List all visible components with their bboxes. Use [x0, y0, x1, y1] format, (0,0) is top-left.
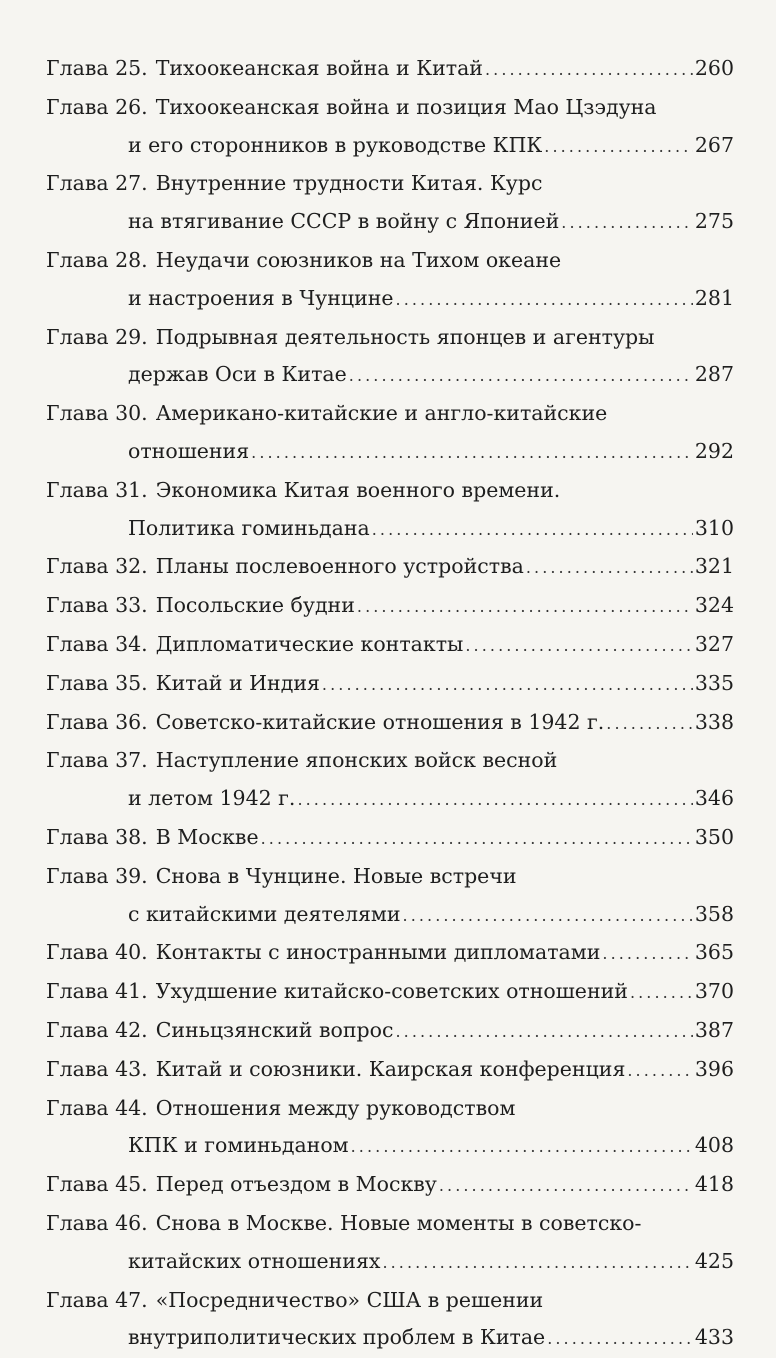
chapter-title: Посольские будни — [156, 587, 355, 625]
chapter-number: Глава 40. — [46, 934, 148, 972]
chapter-title: Планы послевоенного устройства — [156, 548, 524, 586]
chapter-title: и настроения в Чунцине — [128, 280, 394, 318]
toc-entry-line — [46, 319, 734, 357]
chapter-title: и его сторонников в руководстве КПК — [128, 127, 542, 165]
toc-entry — [46, 548, 734, 587]
toc-entry — [46, 395, 734, 472]
toc-entry-line — [46, 1051, 734, 1090]
dot-leader — [395, 1013, 692, 1051]
chapter-title: Американо-китайские и англо-китайские — [156, 395, 608, 433]
page-number: 327 — [695, 626, 734, 664]
dot-leader — [485, 51, 693, 89]
dot-leader — [606, 705, 693, 743]
toc-entry — [46, 704, 734, 743]
chapter-number: Глава 37. — [46, 742, 148, 780]
page-number: 365 — [695, 934, 734, 972]
chapter-title: «Посредничество» США в решении — [156, 1282, 544, 1320]
page-number: 292 — [695, 433, 734, 471]
chapter-title: В Москве — [156, 819, 259, 857]
chapter-title: Дипломатические контакты — [156, 626, 464, 664]
toc-entry — [46, 1012, 734, 1051]
chapter-title: Снова в Москве. Новые моменты в советско- — [156, 1205, 642, 1243]
chapter-number: Глава 44. — [46, 1090, 148, 1128]
toc-entry-line — [46, 1127, 734, 1166]
page-number: 350 — [695, 819, 734, 857]
toc-entry-line — [46, 780, 734, 819]
dot-leader — [372, 511, 693, 549]
toc-entry-line — [46, 742, 734, 780]
dot-leader — [297, 781, 692, 819]
chapter-title: Ухудшение китайско-советских отношений — [156, 973, 628, 1011]
chapter-number: Глава 27. — [46, 165, 148, 203]
toc-entry-line — [46, 1282, 734, 1320]
page-number: 310 — [695, 510, 734, 548]
chapter-title: внутриполитических проблем в Китае — [128, 1319, 545, 1357]
page-number: 425 — [695, 1243, 734, 1281]
chapter-title: Снова в Чунцине. Новые встречи — [156, 858, 517, 896]
toc-entry-line — [46, 433, 734, 472]
dot-leader — [627, 1052, 692, 1090]
toc-entry-line — [46, 858, 734, 896]
toc-entry-line — [46, 472, 734, 510]
page-number: 281 — [695, 280, 734, 318]
chapter-title: Тихоокеанская война и Китай — [156, 50, 483, 88]
toc-entry — [46, 472, 734, 549]
dot-leader — [261, 820, 693, 858]
dot-leader — [396, 281, 693, 319]
chapter-title: КПК и гоминьданом — [128, 1127, 349, 1165]
dot-leader — [251, 434, 693, 472]
dot-leader — [526, 549, 693, 587]
toc-entry — [46, 1205, 734, 1282]
dot-leader — [544, 128, 693, 166]
chapter-title: и летом 1942 г. — [128, 780, 295, 818]
toc-entry-line — [46, 1319, 734, 1358]
page-number: 321 — [695, 548, 734, 586]
chapter-number: Глава 29. — [46, 319, 148, 357]
page-number: 433 — [695, 1319, 734, 1357]
toc-entry — [46, 934, 734, 973]
toc-entry — [46, 626, 734, 665]
toc-entry — [46, 587, 734, 626]
dot-leader — [322, 666, 693, 704]
chapter-title: Контакты с иностранными дипломатами — [156, 934, 601, 972]
chapter-title: Перед отъездом в Москву — [156, 1166, 437, 1204]
toc-entry-line — [46, 89, 734, 127]
toc-entry-line — [46, 50, 734, 89]
toc-entry — [46, 1282, 734, 1358]
chapter-number: Глава 36. — [46, 704, 148, 742]
toc-entry — [46, 242, 734, 319]
chapter-number: Глава 30. — [46, 395, 148, 433]
page-number: 267 — [695, 127, 734, 165]
chapter-number: Глава 43. — [46, 1051, 148, 1089]
toc-entry-line — [46, 665, 734, 704]
page-number: 324 — [695, 587, 734, 625]
dot-leader — [403, 897, 693, 935]
dot-leader — [465, 627, 692, 665]
chapter-number: Глава 46. — [46, 1205, 148, 1243]
chapter-number: Глава 47. — [46, 1282, 148, 1320]
toc-entry-line — [46, 127, 734, 166]
chapter-number: Глава 28. — [46, 242, 148, 280]
page-number: 260 — [695, 50, 734, 88]
chapter-title: Неудачи союзников на Тихом океане — [156, 242, 561, 280]
dot-leader — [602, 935, 692, 973]
toc-entry-line — [46, 896, 734, 935]
chapter-title: Китай и Индия — [156, 665, 320, 703]
chapter-title: китайских отношениях — [128, 1243, 380, 1281]
toc-entry-line — [46, 280, 734, 319]
toc-entry-line — [46, 819, 734, 858]
toc-entry — [46, 742, 734, 819]
page-number: 335 — [695, 665, 734, 703]
toc-entry-line — [46, 934, 734, 973]
page-number: 338 — [695, 704, 734, 742]
chapter-title: с китайскими деятелями — [128, 896, 401, 934]
chapter-number: Глава 42. — [46, 1012, 148, 1050]
toc-entry-line — [46, 510, 734, 549]
page-number: 370 — [695, 973, 734, 1011]
toc-entry — [46, 319, 734, 396]
toc-entry — [46, 973, 734, 1012]
chapter-title: Тихоокеанская война и позиция Мао Цзэдуна — [156, 89, 657, 127]
dot-leader — [630, 974, 693, 1012]
chapter-title: Внутренние трудности Китая. Курс — [156, 165, 543, 203]
toc-entry-line — [46, 203, 734, 242]
toc-entry — [46, 165, 734, 242]
toc-entry-line — [46, 1243, 734, 1282]
page-number: 408 — [695, 1127, 734, 1165]
toc-entry-line — [46, 704, 734, 743]
toc-entry-line — [46, 973, 734, 1012]
dot-leader — [439, 1167, 693, 1205]
toc-entry — [46, 50, 734, 89]
chapter-number: Глава 38. — [46, 819, 148, 857]
chapter-title: Советско-китайские отношения в 1942 г. — [156, 704, 605, 742]
toc-entry-line — [46, 356, 734, 395]
chapter-title: Экономика Китая военного времени. — [156, 472, 561, 510]
page-number: 346 — [695, 780, 734, 818]
toc-entry-line — [46, 587, 734, 626]
page-number: 387 — [695, 1012, 734, 1050]
table-of-contents — [46, 50, 734, 1358]
toc-entry — [46, 819, 734, 858]
dot-leader — [561, 204, 693, 242]
toc-entry — [46, 1090, 734, 1167]
dot-leader — [349, 357, 693, 395]
toc-entry — [46, 1051, 734, 1090]
chapter-title: Подрывная деятельность японцев и агентуры — [156, 319, 655, 357]
chapter-number: Глава 35. — [46, 665, 148, 703]
chapter-number: Глава 34. — [46, 626, 148, 664]
toc-entry-line — [46, 395, 734, 433]
chapter-number: Глава 26. — [46, 89, 148, 127]
toc-entry-line — [46, 242, 734, 280]
page-number: 275 — [695, 203, 734, 241]
chapter-number: Глава 32. — [46, 548, 148, 586]
chapter-number: Глава 25. — [46, 50, 148, 88]
page-number: 358 — [695, 896, 734, 934]
toc-entry-line — [46, 626, 734, 665]
toc-entry-line — [46, 548, 734, 587]
toc-entry-line — [46, 1205, 734, 1243]
chapter-title: Отношения между руководством — [156, 1090, 516, 1128]
chapter-title: Политика гоминьдана — [128, 510, 370, 548]
dot-leader — [547, 1320, 693, 1358]
chapter-title: отношения — [128, 433, 249, 471]
chapter-number: Глава 45. — [46, 1166, 148, 1204]
chapter-title: Китай и союзники. Каирская конференция — [156, 1051, 626, 1089]
toc-entry-line — [46, 1012, 734, 1051]
dot-leader — [382, 1244, 692, 1282]
chapter-title: Наступление японских войск весной — [156, 742, 558, 780]
toc-entry — [46, 858, 734, 935]
chapter-number: Глава 33. — [46, 587, 148, 625]
chapter-number: Глава 39. — [46, 858, 148, 896]
page-number: 396 — [695, 1051, 734, 1089]
dot-leader — [351, 1128, 693, 1166]
toc-entry-line — [46, 1090, 734, 1128]
chapter-title: Синьцзянский вопрос — [156, 1012, 394, 1050]
page-number: 418 — [695, 1166, 734, 1204]
toc-entry — [46, 89, 734, 166]
page-number: 287 — [695, 356, 734, 394]
dot-leader — [357, 588, 693, 626]
chapter-number: Глава 41. — [46, 973, 148, 1011]
toc-entry-line — [46, 165, 734, 203]
toc-entry — [46, 665, 734, 704]
chapter-number: Глава 31. — [46, 472, 148, 510]
chapter-title: держав Оси в Китае — [128, 356, 347, 394]
chapter-title: на втягивание СССР в войну с Японией — [128, 203, 559, 241]
